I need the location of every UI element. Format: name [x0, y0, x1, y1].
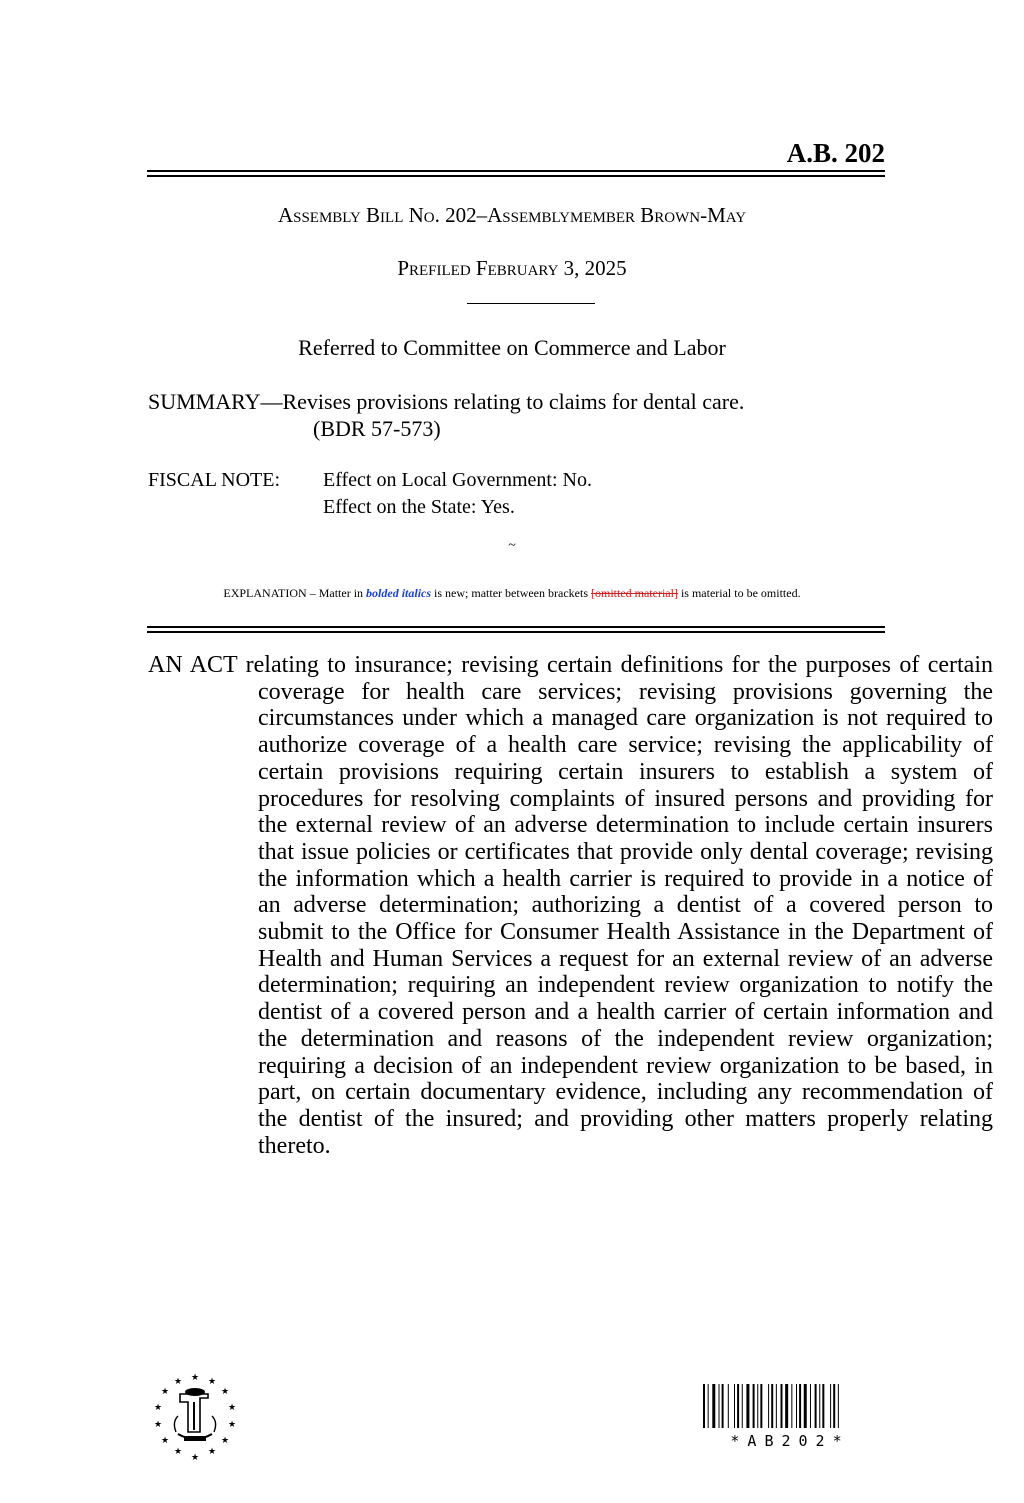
- svg-text:★: ★: [220, 1387, 230, 1397]
- svg-text:★: ★: [173, 1377, 183, 1387]
- bill-title-line: Assembly Bill No. 202–Assemblymember Brown-May: [277, 203, 747, 227]
- act-description: AN ACT relating to insurance; revising certain definitions for the purposes of certain coverage for health care services; revising provisions governing the circumstances under which a managed care organization is not required to authorize coverage of a health care service; revising the applicability of certain provisions requiring certain insurers to establish a system of procedures for resolving complaints of insured persons and providing for the external review of an adverse determination to include certain insurers that issue policies or certificates that provide only dental coverage; revising the information which a health carrier is required to provide in a notice of an adverse determination; authorizing a dentist of a covered person to submit to the Office for Consumer Health Assistance in the Department of Health and Human Services a request for an external review of an adverse determination; requiring an independent review organization to notify the dentist of a covered person and a health carrier of certain information and the determination and reasons of the independent review organization; requiring a decision of an independent review organization to be based, in part, on certain documentary evidence, including any recommendation of the dentist of the insured; and providing other matters properly relating thereto.: [148, 652, 993, 1159]
- svg-text:★: ★: [173, 1447, 183, 1457]
- svg-text:★: ★: [190, 1373, 200, 1383]
- svg-text:★: ★: [160, 1436, 170, 1446]
- separator-tilde: ~: [508, 538, 516, 553]
- svg-text:★: ★: [153, 1420, 163, 1430]
- svg-text:★: ★: [160, 1387, 170, 1397]
- barcode: [703, 1384, 877, 1428]
- body-divider: [147, 626, 885, 633]
- committee-referral: Referred to Committee on Commerce and Labor: [298, 335, 726, 360]
- explanation-new-text: bolded italics: [366, 586, 432, 600]
- svg-text:★: ★: [220, 1436, 230, 1446]
- fiscal-state-effect: Effect on the State: Yes.: [323, 496, 515, 518]
- svg-text:★: ★: [207, 1377, 217, 1387]
- explanation-prefix: EXPLANATION – Matter in: [223, 586, 367, 600]
- svg-text:★: ★: [227, 1403, 237, 1413]
- header-divider: [147, 170, 885, 177]
- svg-text:★: ★: [207, 1447, 217, 1457]
- svg-text:★: ★: [153, 1403, 163, 1413]
- fiscal-note-label: FISCAL NOTE:: [148, 469, 281, 491]
- svg-text:★: ★: [227, 1420, 237, 1430]
- svg-text:★: ★: [190, 1453, 200, 1462]
- bill-number: A.B. 202: [786, 138, 885, 168]
- explanation-middle: is new; matter between brackets: [431, 586, 591, 600]
- summary: [148, 388, 888, 442]
- state-seal-icon: [150, 1372, 240, 1462]
- explanation-omitted-text: [omitted material]: [590, 586, 678, 600]
- explanation-suffix: is material to be omitted.: [677, 586, 801, 600]
- fiscal-note: [148, 467, 592, 521]
- fiscal-local-effect: Effect on Local Government: No.: [323, 469, 592, 491]
- explanation-note: [0, 586, 1024, 601]
- short-divider: [467, 303, 595, 304]
- summary-text: SUMMARY—Revises provisions relating to claims for dental care.: [148, 389, 745, 414]
- barcode-text: *AB202*: [730, 1432, 850, 1450]
- prefiled-date: Prefiled February 3, 2025: [397, 256, 627, 280]
- bdr-number: (BDR 57-573): [313, 416, 441, 441]
